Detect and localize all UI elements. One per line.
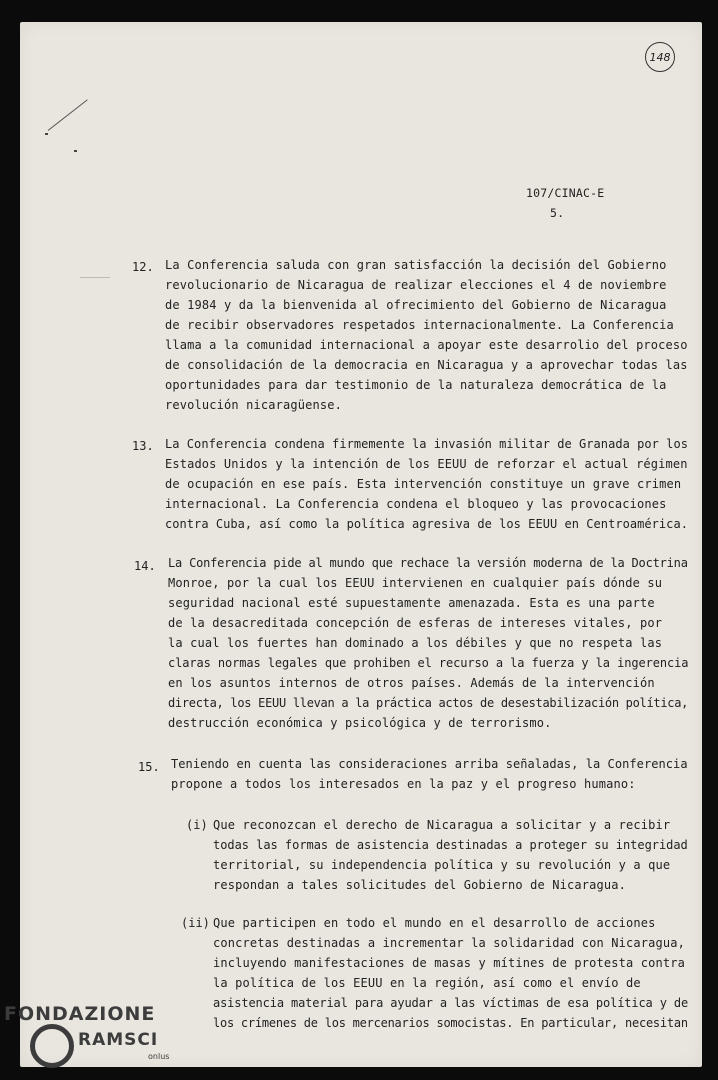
paragraph-number: 14.	[134, 559, 156, 573]
handwritten-page-mark: 148	[645, 42, 675, 72]
paragraph-line: de ocupación en ese país. Esta intervención constituye un grave crimen	[165, 477, 682, 491]
paragraph-line: revolucionario de Nicaragua de realizar elecciones el 4 de noviembre	[165, 278, 667, 292]
paragraph-line: de la desacreditada concepción de esferas de intereses vitales, por	[168, 616, 663, 630]
subitem-line: la política de los EEUU en la región, así como el envío de	[213, 976, 641, 990]
subitem-line: concretas destinadas a incrementar la solidaridad con Nicaragua,	[213, 936, 685, 950]
paragraph-line: de 1984 y da la bienvenida al ofrecimiento del Gobierno de Nicaragua	[165, 298, 667, 312]
reference-code: 107/CINAC-E	[526, 186, 605, 200]
paragraph-line: propone a todos los interesados en la paz y el progreso humano:	[171, 777, 636, 791]
paragraph-line: Monroe, por la cual los EEUU intervienen en cualquier país dónde su	[168, 576, 663, 590]
paragraph-line: la cual los fuertes han dominado a los débiles y que no respeta las	[168, 636, 663, 650]
paragraph-line: destrucción económica y psicológica y de terrorismo.	[168, 716, 552, 730]
paragraph-line: internacional. La Conferencia condena el bloqueo y las provocaciones	[165, 497, 667, 511]
subitem-line: los crímenes de los mercenarios somocistas. En particular, necesitan	[213, 1016, 688, 1030]
paragraph-number: 12.	[132, 260, 154, 274]
page-label: 5.	[550, 206, 565, 220]
paragraph-line: seguridad nacional esté supuestamente amenazada. Esta es una parte	[168, 596, 655, 610]
margin-dash	[80, 277, 110, 278]
subitem-label: (i)	[186, 818, 208, 832]
paragraph-line: contra Cuba, así como la política agresiva de los EEUU en Centroamérica.	[165, 517, 688, 531]
subitem-line: todas las formas de asistencia destinadas a proteger su integridad	[213, 838, 688, 852]
subitem-line: Que participen en todo el mundo en el desarrollo de acciones	[213, 916, 656, 930]
subitem-line: respondan a tales solicitudes del Gobierno de Nicaragua.	[213, 878, 626, 892]
paragraph-line: claras normas legales que prohiben el recurso a la fuerza y la ingerencia	[168, 656, 689, 670]
subitem-line: asistencia material para ayudar a las víctimas de esa política y de	[213, 996, 689, 1010]
subitem-label: (ii)	[181, 916, 210, 930]
paragraph-line: La Conferencia pide al mundo que rechace la versión moderna de la Doctrina	[168, 556, 688, 570]
paragraph-line: directa, los EEUU llevan a la práctica actos de desestabilización política,	[168, 696, 689, 710]
paragraph-line: La Conferencia saluda con gran satisfacción la decisión del Gobierno	[165, 258, 667, 272]
paragraph-line: llama a la comunidad internacional a apoyar este desarrolio del proceso	[165, 338, 688, 352]
watermark-line3: onlus	[148, 1052, 170, 1061]
paragraph-line: revolución nicaragüense.	[165, 398, 342, 412]
paragraph-line: en los asuntos internos de otros países. Además de la intervención	[168, 676, 655, 690]
watermark-line1: FONDAZIONE	[4, 1003, 156, 1025]
paragraph-line: Estados Unidos y la intención de los EEUU de reforzar el actual régimen	[165, 457, 688, 471]
pen-dot	[74, 150, 77, 152]
paragraph-line: Teniendo en cuenta las consideraciones arriba señaladas, la Conferencia	[171, 757, 688, 771]
document-page	[20, 22, 702, 1067]
paragraph-line: de recibir observadores respetados internacionalmente. La Conferencia	[165, 318, 674, 332]
paragraph-line: oportunidades para dar testimonio de la naturaleza democrática de la	[165, 378, 667, 392]
watermark-g-logo	[30, 1024, 74, 1068]
watermark-line2: RAMSCI	[78, 1030, 159, 1050]
subitem-line: incluyendo manifestaciones de masas y mítines de protesta contra	[213, 956, 685, 970]
paragraph-line: de consolidación de la democracia en Nicaragua y a aprovechar todas las	[165, 358, 688, 372]
pen-dot	[45, 133, 48, 135]
subitem-line: Que reconozcan el derecho de Nicaragua a solicitar y a recibir	[213, 818, 671, 832]
paragraph-number: 13.	[132, 439, 154, 453]
paragraph-number: 15.	[138, 760, 160, 774]
paragraph-line: La Conferencia condena firmemente la invasión militar de Granada por los	[165, 437, 688, 451]
subitem-line: territorial, su independencia política y su revolución y a que	[213, 858, 671, 872]
